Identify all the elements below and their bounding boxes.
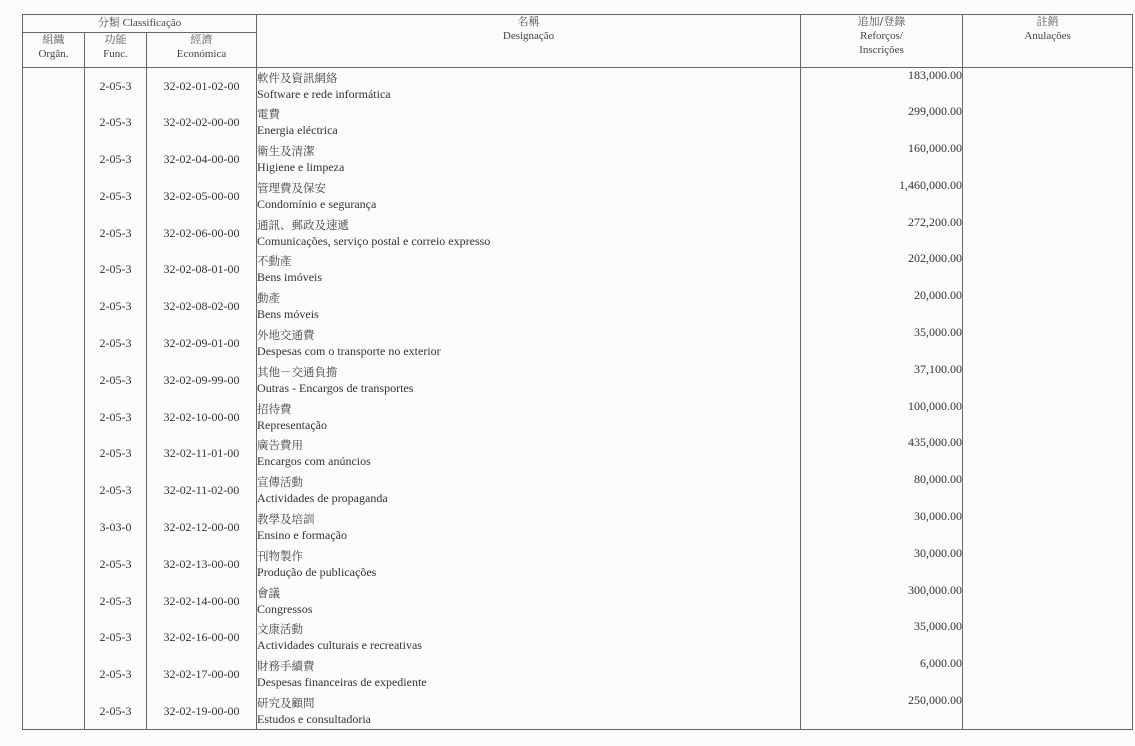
organ-cell: [23, 619, 85, 656]
organ-cell: [23, 215, 85, 252]
designation-zh: 管理費及保安: [257, 180, 327, 195]
designation-zh: 刊物製作: [257, 548, 304, 563]
designation-cell: [257, 288, 801, 325]
table-row: [23, 509, 1133, 546]
designation-pt: Comunicações, serviço postal e correio expresso: [257, 233, 491, 248]
designation-zh: 文康活動: [257, 622, 304, 637]
designation-pt: Despesas financeiras de expediente: [257, 675, 427, 690]
designation-cell: [257, 362, 801, 399]
reinforcement-amount: 20,000.00: [801, 288, 963, 325]
econ-code: 32-02-14-00-00: [147, 583, 257, 620]
annulment-cell: [963, 141, 1133, 178]
annulment-cell: [963, 656, 1133, 693]
table-row: [23, 399, 1133, 436]
designation-cell: [257, 583, 801, 620]
table-row: [23, 251, 1133, 288]
econ-code: 32-02-11-01-00: [147, 435, 257, 472]
designation-cell: [257, 693, 801, 730]
designation-pt: Estudos e consultadoria: [257, 712, 372, 727]
designation-pt: Actividades de propaganda: [257, 491, 388, 506]
organ-cell: [23, 104, 85, 141]
func-code: 2-05-3: [85, 472, 147, 509]
organ-cell: [23, 656, 85, 693]
designation-pt: Higiene e limpeza: [257, 160, 345, 175]
designation-pt: Outras - Encargos de transportes: [257, 380, 414, 395]
table-row: [23, 362, 1133, 399]
designation-cell: [257, 656, 801, 693]
annulment-cell: [963, 546, 1133, 583]
econ-code: 32-02-10-00-00: [147, 399, 257, 436]
econ-code: 32-02-05-00-00: [147, 178, 257, 215]
designation-pt: Condomínio e segurança: [257, 196, 377, 211]
designation-header: 名稱 Designação: [257, 15, 801, 68]
designation-cell: [257, 215, 801, 252]
designation-zh: 研究及顧問: [257, 696, 315, 711]
reinforcement-amount: 35,000.00: [801, 619, 963, 656]
designation-pt: Despesas com o transporte no exterior: [257, 344, 441, 359]
organ-cell: [23, 583, 85, 620]
reinforcement-amount: 35,000.00: [801, 325, 963, 362]
func-code: 2-05-3: [85, 693, 147, 730]
designation-zh: 軟件及資訊網絡: [257, 71, 338, 85]
econ-code: 32-02-08-01-00: [147, 251, 257, 288]
econ-code: 32-02-09-99-00: [147, 362, 257, 399]
func-code: 2-05-3: [85, 546, 147, 583]
table-row: [23, 619, 1133, 656]
annulment-cell: [963, 619, 1133, 656]
designation-zh: 通訊、郵政及速遞: [257, 217, 350, 232]
organ-cell: [23, 693, 85, 730]
annulment-cell: [963, 288, 1133, 325]
reinforcement-amount: 80,000.00: [801, 472, 963, 509]
func-code: 2-05-3: [85, 178, 147, 215]
econ-code: 32-02-12-00-00: [147, 509, 257, 546]
designation-cell: [257, 472, 801, 509]
annulment-cell: [963, 251, 1133, 288]
econ-code: 32-02-17-00-00: [147, 656, 257, 693]
reinforcement-amount: 160,000.00: [801, 141, 963, 178]
table-row: [23, 472, 1133, 509]
annulment-cell: [963, 509, 1133, 546]
designation-zh: 電費: [257, 107, 281, 122]
designation-pt: Energia eléctrica: [257, 123, 338, 138]
func-code: 2-05-3: [85, 399, 147, 436]
designation-zh: 會議: [257, 585, 281, 600]
func-code: 2-05-3: [85, 288, 147, 325]
annulment-cell: [963, 68, 1133, 105]
designation-pt: Bens imóveis: [257, 270, 323, 285]
designation-cell: [257, 399, 801, 436]
annulment-cell: [963, 104, 1133, 141]
table-row: [23, 546, 1133, 583]
econ-code: 32-02-16-00-00: [147, 619, 257, 656]
designation-pt: Representação: [257, 417, 327, 432]
designation-zh: 財務手續費: [257, 659, 315, 674]
annulment-cell: [963, 215, 1133, 252]
econ-code: 32-02-08-02-00: [147, 288, 257, 325]
organ-cell: [23, 509, 85, 546]
designation-zh: 外地交通費: [257, 328, 315, 343]
reinforcement-amount: 435,000.00: [801, 435, 963, 472]
reinforcement-amount: 100,000.00: [801, 399, 963, 436]
func-code: 2-05-3: [85, 362, 147, 399]
designation-pt: Produção de publicações: [257, 564, 377, 579]
reinforcement-amount: 1,460,000.00: [801, 178, 963, 215]
designation-pt: Ensino e formação: [257, 528, 347, 543]
econ-code: 32-02-09-01-00: [147, 325, 257, 362]
organ-cell: [23, 399, 85, 436]
organ-cell: [23, 251, 85, 288]
annulments-header: 註銷 Anulações: [963, 15, 1133, 68]
designation-cell: [257, 325, 801, 362]
organ-cell: [23, 435, 85, 472]
designation-cell: [257, 178, 801, 215]
organ-cell: [23, 68, 85, 105]
designation-cell: [257, 619, 801, 656]
table-row: [23, 325, 1133, 362]
func-code: 2-05-3: [85, 435, 147, 472]
func-code: 2-05-3: [85, 583, 147, 620]
designation-cell: [257, 68, 801, 105]
organ-cell: [23, 362, 85, 399]
reinforcement-amount: 300,000.00: [801, 583, 963, 620]
annulment-cell: [963, 583, 1133, 620]
annulment-cell: [963, 178, 1133, 215]
reinforcement-amount: 37,100.00: [801, 362, 963, 399]
reinforcement-amount: 30,000.00: [801, 546, 963, 583]
econ-code: 32-02-19-00-00: [147, 693, 257, 730]
annulment-cell: [963, 399, 1133, 436]
designation-zh: 動產: [257, 291, 281, 306]
table-row: [23, 435, 1133, 472]
budget-rows: [23, 68, 1133, 730]
table-row: [23, 583, 1133, 620]
func-code: 3-03-0: [85, 509, 147, 546]
econ-code: 32-02-02-00-00: [147, 104, 257, 141]
table-row: [23, 215, 1133, 252]
table-row: [23, 693, 1133, 730]
designation-zh: 其他－交通負擔: [257, 364, 338, 379]
designation-cell: [257, 546, 801, 583]
econ-code: 32-02-13-00-00: [147, 546, 257, 583]
organ-cell: [23, 178, 85, 215]
designation-cell: [257, 104, 801, 141]
func-code: 2-05-3: [85, 104, 147, 141]
annulment-cell: [963, 435, 1133, 472]
designation-pt: Software e rede informática: [257, 87, 391, 101]
reinforcement-amount: 272,200.00: [801, 215, 963, 252]
designation-cell: [257, 509, 801, 546]
designation-zh: 招待費: [257, 401, 292, 416]
designation-cell: [257, 435, 801, 472]
func-code: 2-05-3: [85, 68, 147, 105]
annulment-cell: [963, 325, 1133, 362]
func-code: 2-05-3: [85, 141, 147, 178]
econ-code: 32-02-06-00-00: [147, 215, 257, 252]
designation-zh: 衛生及清潔: [257, 144, 315, 159]
budget-table: [22, 14, 1133, 730]
func-code: 2-05-3: [85, 215, 147, 252]
table-row: [23, 288, 1133, 325]
table-row: [23, 104, 1133, 141]
econ-code: 32-02-11-02-00: [147, 472, 257, 509]
table-row: [23, 656, 1133, 693]
designation-cell: [257, 251, 801, 288]
designation-zh: 宣傳活動: [257, 475, 304, 490]
reinforcement-amount: 183,000.00: [801, 68, 963, 105]
func-header: 功能 Func.: [85, 33, 147, 68]
annulment-cell: [963, 472, 1133, 509]
econ-header: 經濟 Económica: [147, 33, 257, 68]
annulment-cell: [963, 362, 1133, 399]
table-row: [23, 178, 1133, 215]
func-code: 2-05-3: [85, 325, 147, 362]
organ-cell: [23, 288, 85, 325]
organ-cell: [23, 141, 85, 178]
designation-pt: Encargos com anúncios: [257, 454, 371, 469]
econ-code: 32-02-04-00-00: [147, 141, 257, 178]
reinforcements-header: 追加/登錄 Reforços/ Inscrições: [801, 15, 963, 68]
organ-cell: [23, 325, 85, 362]
designation-pt: Actividades culturais e recreativas: [257, 638, 422, 653]
designation-zh: 教學及培訓: [257, 512, 315, 527]
reinforcement-amount: 30,000.00: [801, 509, 963, 546]
reinforcement-amount: 6,000.00: [801, 656, 963, 693]
reinforcement-amount: 202,000.00: [801, 251, 963, 288]
func-code: 2-05-3: [85, 619, 147, 656]
func-code: 2-05-3: [85, 251, 147, 288]
organ-cell: [23, 472, 85, 509]
table-row: [23, 141, 1133, 178]
designation-zh: 不動產: [257, 254, 292, 269]
reinforcement-amount: 250,000.00: [801, 693, 963, 730]
designation-pt: Congressos: [257, 601, 313, 616]
econ-code: 32-02-01-02-00: [147, 68, 257, 105]
designation-pt: Bens móveis: [257, 307, 319, 322]
organ-cell: [23, 546, 85, 583]
func-code: 2-05-3: [85, 656, 147, 693]
table-row: [23, 68, 1133, 105]
organ-header: 組織 Orgân.: [23, 33, 85, 68]
designation-cell: [257, 141, 801, 178]
reinforcement-amount: 299,000.00: [801, 104, 963, 141]
annulment-cell: [963, 693, 1133, 730]
classification-header: 分類 Classificação: [23, 15, 257, 33]
designation-zh: 廣告費用: [257, 438, 304, 453]
